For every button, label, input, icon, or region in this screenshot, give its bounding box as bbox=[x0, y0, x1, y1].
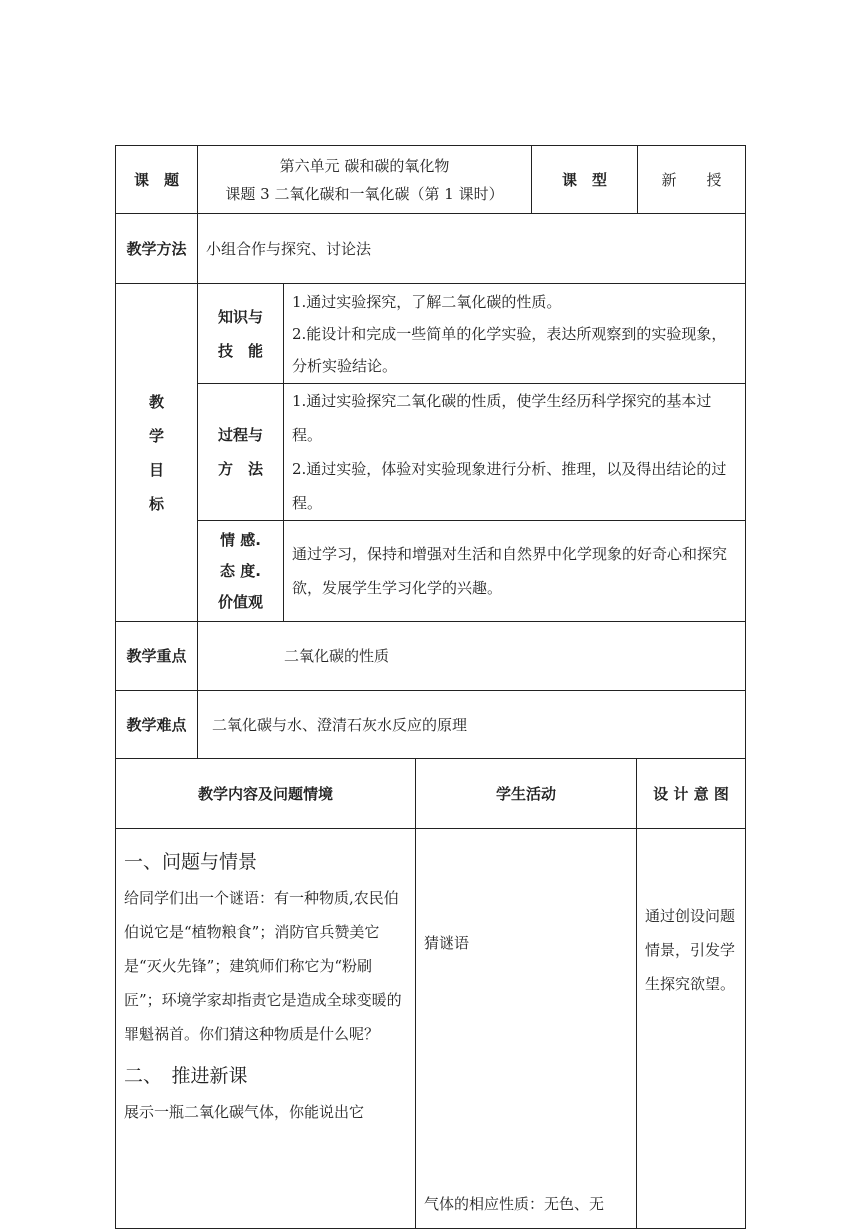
lesson-header-table bbox=[115, 145, 746, 214]
activity-1: 猜谜语 bbox=[424, 934, 470, 952]
activity-cell bbox=[416, 829, 637, 1229]
knowledge-text-2: 2.能设计和完成一些简单的化学实验，表达所观察到的实验现象，分析实验结论。 bbox=[292, 324, 727, 375]
process-text bbox=[284, 384, 746, 521]
process-text-2: 2.通过实验，体验对实验现象进行分析、推理，以及得出结论的过程。 bbox=[292, 460, 727, 512]
knowledge-label-1: 知识与 bbox=[217, 307, 263, 326]
section-1-title: 一、问题与情景 bbox=[124, 851, 258, 873]
knowledge-label bbox=[198, 284, 284, 384]
goals-label-char: 标 bbox=[148, 494, 164, 513]
process-label bbox=[198, 384, 284, 521]
column-header-content: 教学内容及问题情境 bbox=[116, 759, 416, 829]
intent-cell bbox=[637, 829, 746, 1229]
emotion-label-1: 情 感. bbox=[220, 530, 261, 549]
section-2-title: 二、 推进新课 bbox=[124, 1065, 248, 1087]
knowledge-label-2: 技 能 bbox=[217, 341, 263, 360]
section-2-text: 展示一瓶二氧化碳气体，你能说出它 bbox=[124, 1103, 365, 1121]
topic-line-2: 课题 3 二氧化碳和一氧化碳（第 1 课时） bbox=[225, 184, 504, 203]
process-text-1: 1.通过实验探究二氧化碳的性质，使学生经历科学探究的基本过程。 bbox=[292, 392, 712, 444]
goals-label-char: 学 bbox=[148, 426, 164, 445]
topic-cell bbox=[198, 146, 532, 214]
knowledge-text bbox=[284, 284, 746, 384]
content-cell bbox=[116, 829, 416, 1229]
process-label-1: 过程与 bbox=[217, 426, 263, 444]
intent-1: 通过创设问题情景，引发学生探究欲望。 bbox=[645, 907, 736, 993]
lesson-info-table bbox=[115, 213, 746, 759]
method-label: 教学方法 bbox=[116, 214, 198, 284]
goals-label-char: 教 bbox=[148, 392, 164, 411]
emotion-label-2: 态 度. bbox=[220, 561, 261, 580]
emotion-label-3: 价值观 bbox=[217, 592, 263, 611]
difficulty-value: 二氧化碳与水、澄清石灰水反应的原理 bbox=[198, 691, 746, 759]
key-point-value: 二氧化碳的性质 bbox=[198, 622, 746, 691]
column-header-activity: 学生活动 bbox=[416, 759, 637, 829]
activity-2: 气体的相应性质：无色、无 bbox=[424, 1195, 605, 1213]
column-header-intent: 设 计 意 图 bbox=[637, 759, 746, 829]
knowledge-text-1: 1.通过实验探究，了解二氧化碳的性质。 bbox=[292, 292, 562, 311]
difficulty-label: 教学难点 bbox=[116, 691, 198, 759]
topic-label: 课 题 bbox=[116, 146, 198, 214]
goals-label bbox=[116, 284, 198, 622]
method-value: 小组合作与探究、讨论法 bbox=[198, 214, 746, 284]
type-value: 新 授 bbox=[638, 146, 746, 214]
key-point-label: 教学重点 bbox=[116, 622, 198, 691]
section-1-text: 给同学们出一个谜语：有一种物质,农民伯伯说它是“植物粮食”；消防官兵赞美它是“灭火先锋”；建筑师们称它为“粉刷匠”；环境学家却指责它是造成全球变暖的罪魁祸首。你们猜这种物质是什么呢？ bbox=[124, 889, 402, 1043]
goals-label-char: 目 bbox=[148, 460, 164, 479]
topic-line-1: 第六单元 碳和碳的氧化物 bbox=[279, 156, 450, 175]
emotion-text: 通过学习，保持和增强对生活和自然界中化学现象的好奇心和探究欲，发展学生学习化学的兴趣。 bbox=[284, 521, 746, 622]
emotion-label bbox=[198, 521, 284, 622]
process-label-2: 方 法 bbox=[217, 460, 263, 478]
lesson-content-table bbox=[115, 758, 746, 1229]
type-label: 课 型 bbox=[532, 146, 638, 214]
